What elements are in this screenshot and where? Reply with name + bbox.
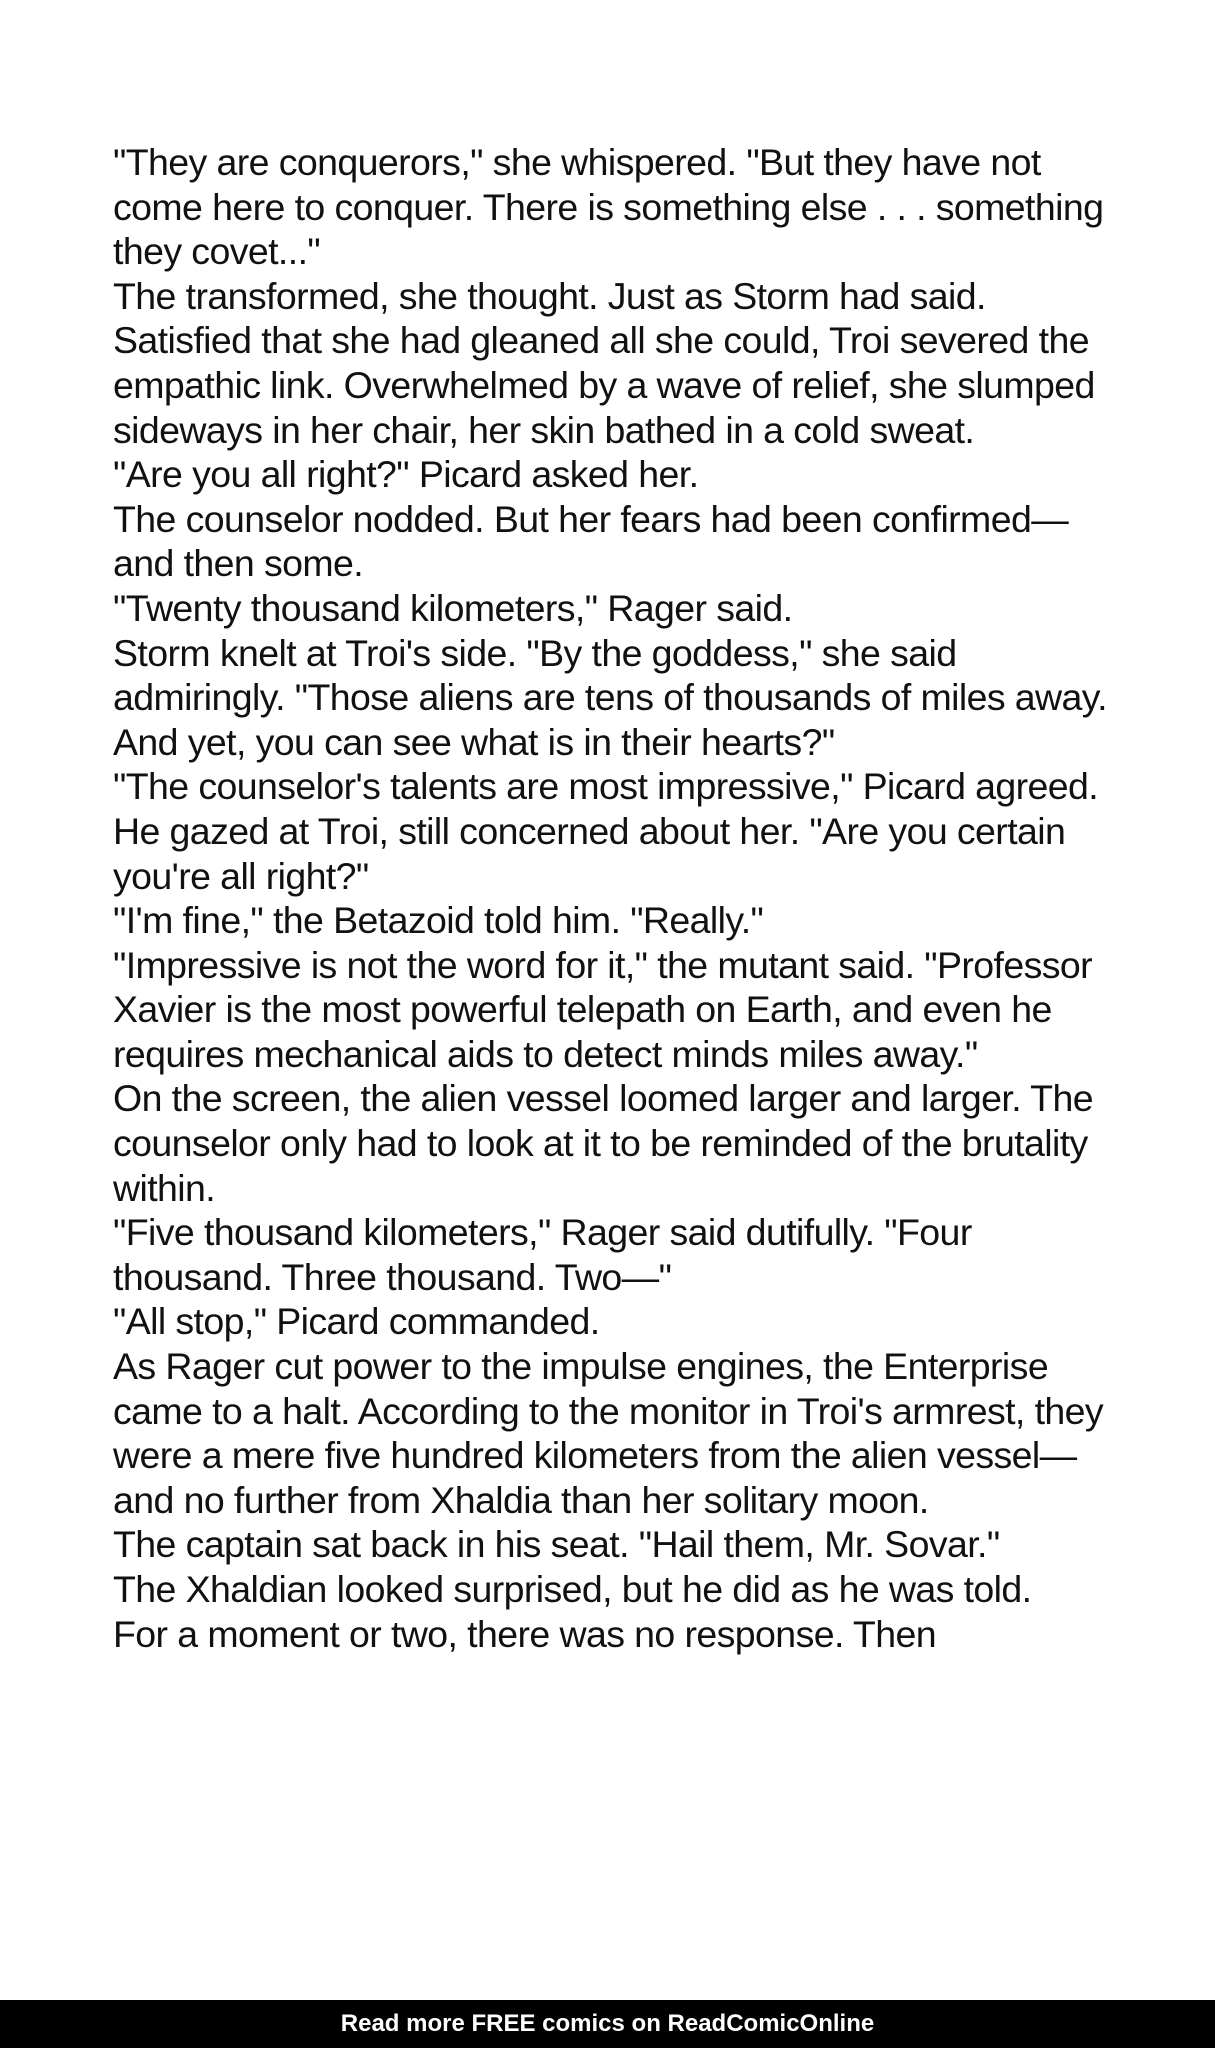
paragraph-12: "All stop," Picard commanded. bbox=[113, 1300, 600, 1343]
paragraph-9: "Impressive is not the word for it," the mutant said. "Professor Xavier is the most powerful telepath on Earth, and even he requires mechanical aids to detect minds miles away." bbox=[113, 943, 1093, 1075]
paragraph-10: On the screen, the alien vessel loomed larger and larger. The counselor only had to look at it to be reminded of the brutality within. bbox=[113, 1077, 1093, 1209]
read-more-banner-link[interactable]: Read more FREE comics on ReadComicOnline bbox=[0, 2000, 1215, 2048]
paragraph-13: As Rager cut power to the impulse engines, the Enterprise came to a halt. According to the monitor in Troi's armrest, they were a mere five hundred kilometers from the alien vessel—and no further from Xhaldia than her solitary moon. bbox=[113, 1345, 1104, 1521]
paragraph-4: The counselor nodded. But her fears had been confirmed—and then some. bbox=[113, 497, 1069, 585]
paragraph-5: "Twenty thousand kilometers," Rager said. bbox=[113, 586, 793, 629]
paragraph-8: "I'm fine," the Betazoid told him. "Really." bbox=[113, 899, 764, 942]
paragraph-16: For a moment or two, there was no response. Then bbox=[113, 1612, 937, 1655]
story-text bbox=[113, 140, 1113, 1656]
paragraph-1: "They are conquerors," she whispered. "But they have not come here to conquer. There is something else . . . something they covet..." bbox=[113, 141, 1104, 273]
paragraph-6: Storm knelt at Troi's side. "By the goddess," she said admiringly. "Those aliens are tens of thousands of miles away. And yet, you can see what is in their hearts?" bbox=[113, 631, 1107, 763]
paragraph-11: "Five thousand kilometers," Rager said dutifully. "Four thousand. Three thousand. Two—" bbox=[113, 1211, 972, 1298]
paragraph-15: The Xhaldian looked surprised, but he did as he was told. bbox=[113, 1568, 1032, 1610]
paragraph-7: "The counselor's talents are most impressive," Picard agreed. He gazed at Troi, still concerned about her. "Are you certain you're all right?" bbox=[113, 765, 1099, 897]
paragraph-3: "Are you all right?" Picard asked her. bbox=[113, 453, 699, 496]
paragraph-14: The captain sat back in his seat. "Hail them, Mr. Sovar." bbox=[113, 1523, 1000, 1566]
paragraph-2: The transformed, she thought. Just as Storm had said. Satisfied that she had gleaned all she could, Troi severed the empathic link. Overwhelmed by a wave of relief, she slumped sideways in her chair, her skin bathed in a cold sweat. bbox=[113, 274, 1095, 451]
